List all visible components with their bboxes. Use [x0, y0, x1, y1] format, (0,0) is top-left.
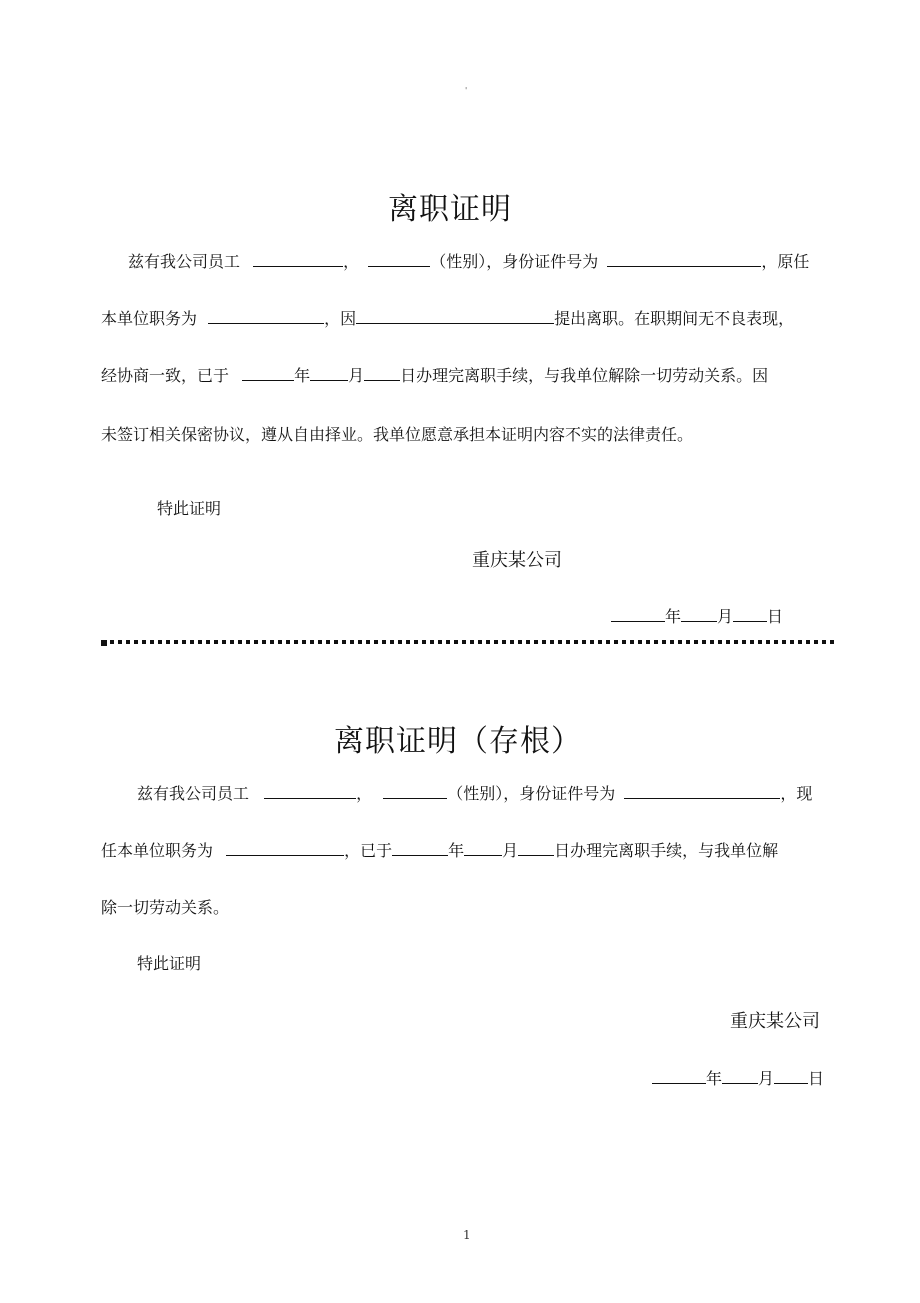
year-label: 年 — [294, 366, 311, 385]
paragraph-line-1 — [128, 249, 809, 272]
intro-text: 兹有我公司员工 — [128, 252, 241, 271]
year-blank — [242, 365, 294, 381]
signature-date — [611, 604, 783, 627]
special-certification: 特此证明 — [137, 954, 202, 973]
position-blank — [226, 840, 344, 856]
month-blank — [681, 606, 717, 622]
line-tail: 日办理完离职手续，与我单位解除一切劳动关系。因 — [400, 366, 769, 385]
employee-name-blank — [253, 251, 343, 267]
stub-title: 离职证明（存根） — [334, 724, 582, 759]
line-tail: 日办理完离职手续，与我单位解 — [554, 841, 779, 860]
year-label: 年 — [665, 607, 682, 626]
paragraph-line-4: 未签订相关保密协议，遵从自由择业。我单位愿意承担本证明内容不实的法律责任。 — [101, 425, 694, 444]
day-blank — [364, 365, 400, 381]
id-number-blank — [607, 251, 761, 267]
company-name: 重庆某公司 — [472, 550, 562, 571]
line-tail: 提出离职。在职期间无不良表现， — [554, 309, 795, 328]
agreement-text: 经协商一致，已于 — [101, 366, 230, 385]
year-blank — [652, 1068, 706, 1084]
paragraph-line-2 — [101, 306, 794, 329]
month-label: 月 — [348, 366, 365, 385]
id-number-blank — [624, 783, 780, 799]
year-label: 年 — [448, 841, 465, 860]
because-text: ，因 — [324, 309, 357, 328]
stub-line-2 — [101, 838, 778, 861]
stub-line-1 — [137, 781, 812, 804]
intro-text: 兹有我公司员工 — [137, 784, 250, 803]
comma: ， — [343, 252, 360, 271]
page-number: 1 — [463, 1228, 471, 1242]
year-blank — [392, 840, 448, 856]
dotted-cut-line — [102, 640, 838, 644]
line-tail: ，原任 — [761, 252, 810, 271]
day-label: 日 — [767, 607, 784, 626]
month-label: 月 — [758, 1069, 775, 1088]
position-blank — [208, 308, 324, 324]
line-tail: ，现 — [780, 784, 813, 803]
gender-blank — [368, 251, 430, 267]
month-blank — [722, 1068, 758, 1084]
on-text: ，已于 — [344, 841, 393, 860]
day-blank — [774, 1068, 808, 1084]
signature-date — [652, 1066, 824, 1089]
gender-id-text: （性别），身份证件号为 — [430, 252, 599, 271]
month-blank — [310, 365, 348, 381]
day-blank — [518, 840, 554, 856]
day-blank — [733, 606, 767, 622]
gender-blank — [383, 783, 447, 799]
position-text: 本单位职务为 — [101, 309, 198, 328]
comma: ， — [356, 784, 373, 803]
gender-id-text: （性别），身份证件号为 — [447, 784, 616, 803]
employee-name-blank — [264, 783, 356, 799]
year-blank — [611, 606, 665, 622]
special-certification: 特此证明 — [157, 499, 222, 518]
header-mark: ' — [465, 86, 468, 95]
month-blank — [464, 840, 502, 856]
day-label: 日 — [808, 1069, 825, 1088]
position-text: 任本单位职务为 — [101, 841, 214, 860]
month-label: 月 — [502, 841, 519, 860]
paragraph-line-3 — [101, 363, 768, 386]
company-name: 重庆某公司 — [730, 1011, 820, 1032]
stub-line-3: 除一切劳动关系。 — [101, 898, 230, 917]
year-label: 年 — [706, 1069, 723, 1088]
certificate-title: 离职证明 — [388, 192, 512, 227]
month-label: 月 — [717, 607, 734, 626]
reason-blank — [356, 308, 554, 324]
